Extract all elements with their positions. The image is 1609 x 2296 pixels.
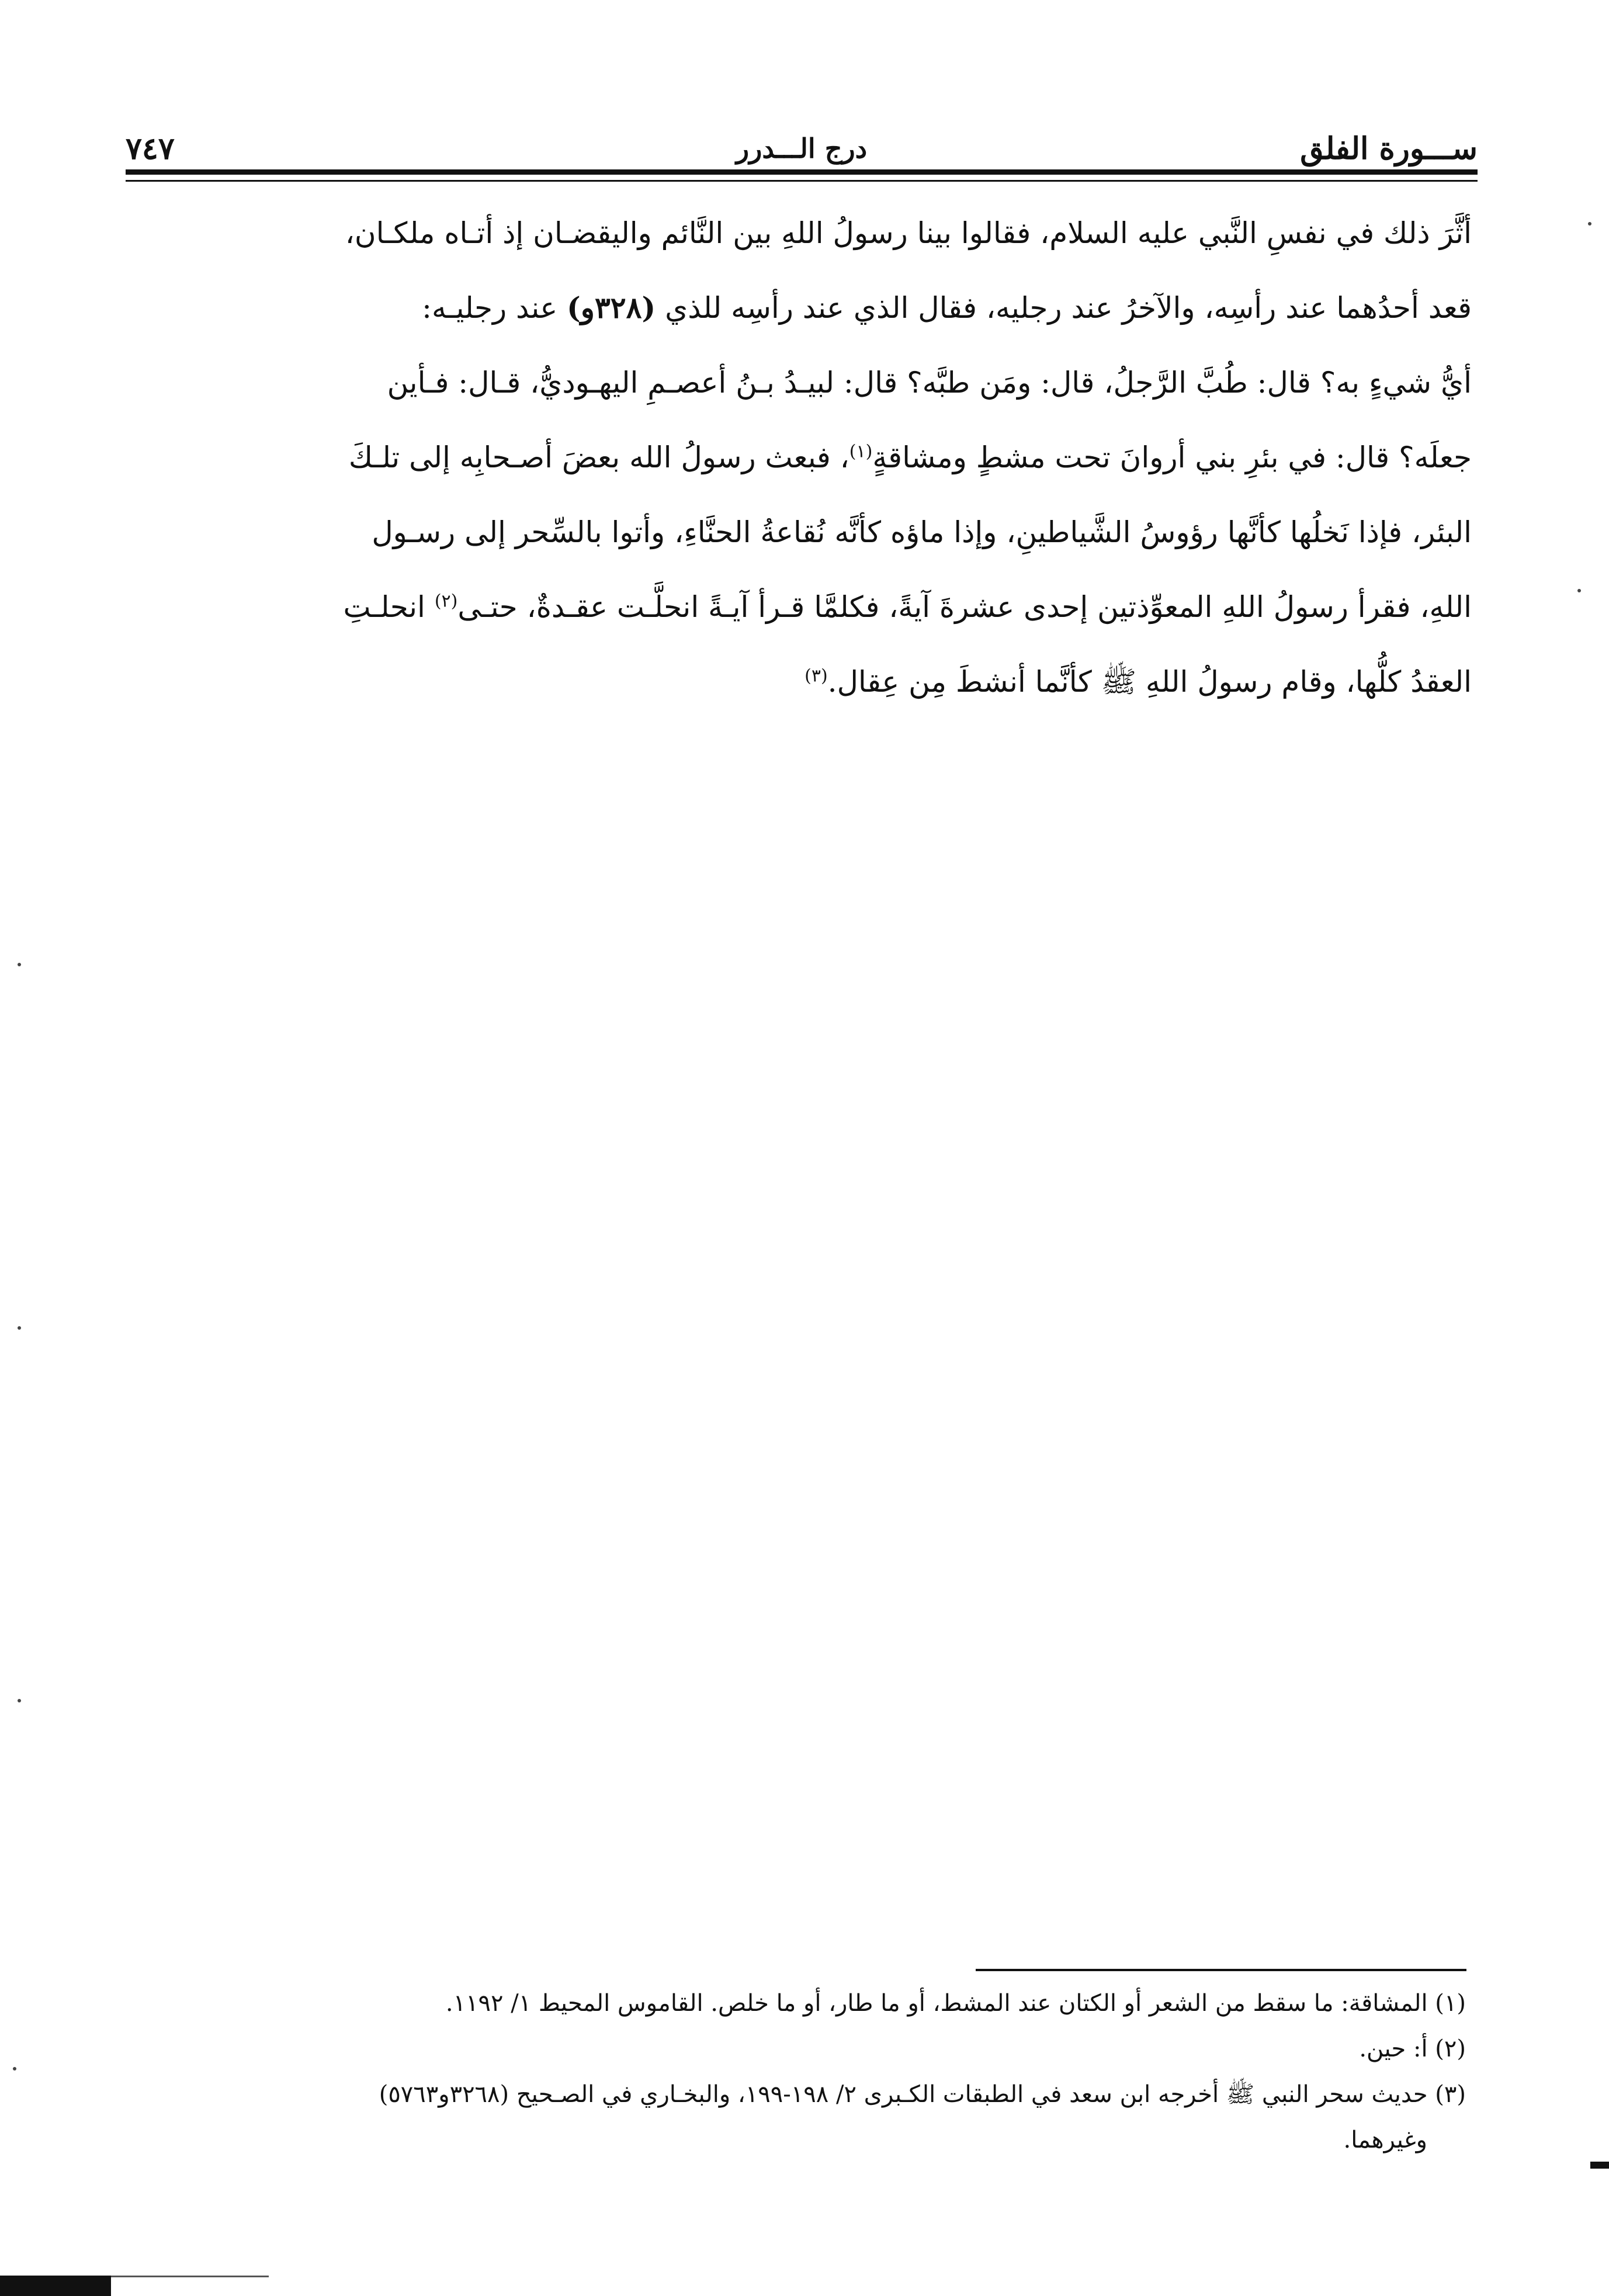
- text-line: اللهِ، فقرأ رسولُ اللهِ المعوِّذتين إحدى عشرةَ آيةً، فكلمَّا قـرأ آيـةً انحلَّـت عقـدةٌ، حتـى$^{(٢)}$ انحلـتِ: [343, 590, 1472, 624]
- text-line: أيُّ شيءٍ به؟ قال: طُبَّ الرَّجلُ، قال: ومَن طبَّه؟ قال: لبيـدُ بـنُ أعصـمِ اليهـوديُّ، قـال: فـأين: [387, 366, 1472, 400]
- text-line: البئر، فإذا نَخلُها كأنَّها رؤوسُ الشَّياطينِ، وإذا ماؤه كأنَّه نُقاعةُ الحنَّاءِ، وأتوا بالسِّحر إلى رسـول: [372, 515, 1472, 549]
- footnote-ref[interactable]: (٣): [804, 665, 828, 686]
- text-line: قعد أحدُهما عند رأسِه، والآخرُ عند رجليه، فقال الذي عند رأسِه للذي (٣٢٨و) عند رجليـه:: [422, 290, 1472, 325]
- footnote-ref[interactable]: (١): [849, 441, 873, 462]
- footnotes: [134, 1981, 1466, 2163]
- page-number: ٧٤٧: [126, 131, 175, 167]
- scan-speck: [18, 963, 21, 966]
- surah-title: ســـورة الفلق: [1300, 131, 1478, 167]
- scan-speck: [1577, 589, 1581, 592]
- footnote-2: (٢) أ: حين.: [1359, 2035, 1466, 2062]
- text-line: جعلَه؟ قال: في بئرِ بني أروانَ تحت مشطٍ ومشاقةٍ$^{(١)}$، فبعث رسولُ الله بعضَ أصـحابِه إلى تلـكَ: [348, 441, 1472, 474]
- book-title: درج الـــدرر: [736, 133, 868, 164]
- main-text: [117, 196, 1472, 719]
- footnote-ref[interactable]: (٢): [434, 591, 458, 612]
- text-line: العقدُ كلُّها، وقام رسولُ اللهِ ﷺ كأنَّما أنشطَ مِن عِقال.$^{(٣)}$: [804, 665, 1472, 699]
- scan-speck: [13, 2067, 16, 2070]
- text-line: أثَّرَ ذلك في نفسِ النَّبي عليه السلام، فقالوا بينا رسولُ اللهِ بين النَّائم واليقضـان إذ أتـاه ملكـان،: [345, 216, 1472, 250]
- footnote-1: (١) المشاقة: ما سقط من الشعر أو الكتان عند المشط، أو ما طار، أو ما خلص. القاموس المحيط ١/ ١١٩٢.: [445, 1990, 1466, 2017]
- manuscript-folio-marker: (٣٢٨و): [567, 290, 656, 325]
- footnote-3-continuation: وغيرهما.: [1343, 2127, 1427, 2153]
- header-rule-thin: [126, 180, 1478, 182]
- header-rule-thick: [126, 169, 1478, 175]
- scan-speck: [1588, 222, 1591, 226]
- footnote-3: (٣) حديث سحر النبي ﷺ أخرجه ابن سعد في الطبقات الكـبرى ٢/ ١٩٨-١٩٩، والبخـاري في الصـحيح (٣٢٦٨و٥٧٦٣): [379, 2081, 1466, 2108]
- running-header: [126, 108, 1478, 167]
- scan-speck: [18, 1699, 21, 1702]
- scan-edge-bar: [0, 2276, 111, 2296]
- scan-speck: [18, 1326, 21, 1330]
- scan-edge-mark: [1590, 2162, 1609, 2169]
- footnote-separator: [976, 1969, 1466, 1971]
- scan-edge-line: [111, 2276, 269, 2277]
